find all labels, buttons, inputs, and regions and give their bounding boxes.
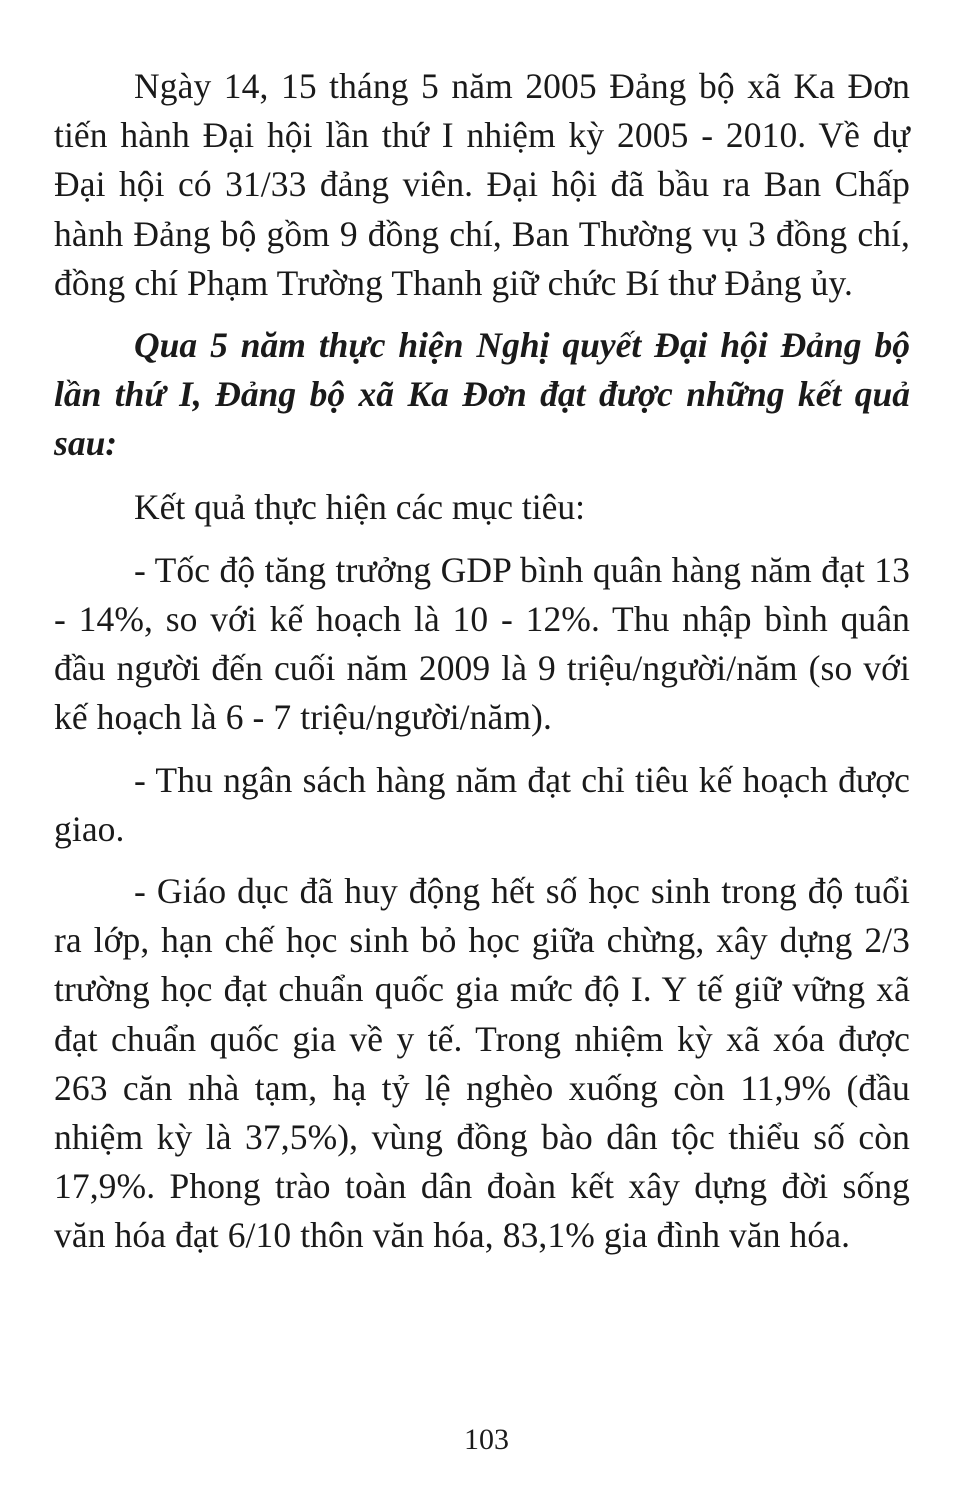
gdp-bullet: - Tốc độ tăng trưởng GDP bình quân hàng năm đạt 13 - 14%, so với kế hoạch là 10 - 12%. Thu nhập bình quân đầu người đến cuối năm 2009 là 9 triệu/người/năm (so với kế hoạch là 6 - 7 triệu/người/năm). xyxy=(54,549,910,738)
education-bullet: - Giáo dục đã huy động hết số học sinh trong độ tuổi ra lớp, hạn chế học sinh bỏ học giữa chừng, xây dựng 2/3 trường học đạt chuẩn quốc gia mức độ I. Y tế giữ vững xã đạt chuẩn quốc gia về y tế. Trong nhiệm kỳ xã xóa được 263 căn nhà tạm, hạ tỷ lệ nghèo xuống còn 11,9% (đầu nhiệm kỳ là 37,5%), vùng đồng bào dân tộc thiểu số còn 17,9%. Phong trào toàn dân đoàn kết xây dựng đời sống văn hóa đạt 6/10 thôn văn hóa, 83,1% gia đình văn hóa. xyxy=(54,871,910,1256)
results-subheading: Kết quả thực hiện các mục tiêu: xyxy=(134,486,585,527)
section-heading: Qua 5 năm thực hiện Nghị quyết Đại hội Đảng bộ lần thứ I, Đảng bộ xã Ka Đơn đạt được những kết quả sau: xyxy=(54,325,910,464)
intro-paragraph: Ngày 14, 15 tháng 5 năm 2005 Đảng bộ xã Ka Đơn tiến hành Đại hội lần thứ I nhiệm kỳ 2005 - 2010. Về dự Đại hội có 31/33 đảng viên. Đại hội đã bầu ra Ban Chấp hành Đảng bộ gồm 9 đồng chí, Ban Thường vụ 3 đồng chí, đồng chí Phạm Trường Thanh giữ chức Bí thư Đảng ủy. xyxy=(54,66,910,303)
page-body xyxy=(54,62,910,1261)
page-number: 103 xyxy=(464,1423,509,1456)
budget-bullet: - Thu ngân sách hàng năm đạt chỉ tiêu kế hoạch được giao. xyxy=(54,759,910,849)
